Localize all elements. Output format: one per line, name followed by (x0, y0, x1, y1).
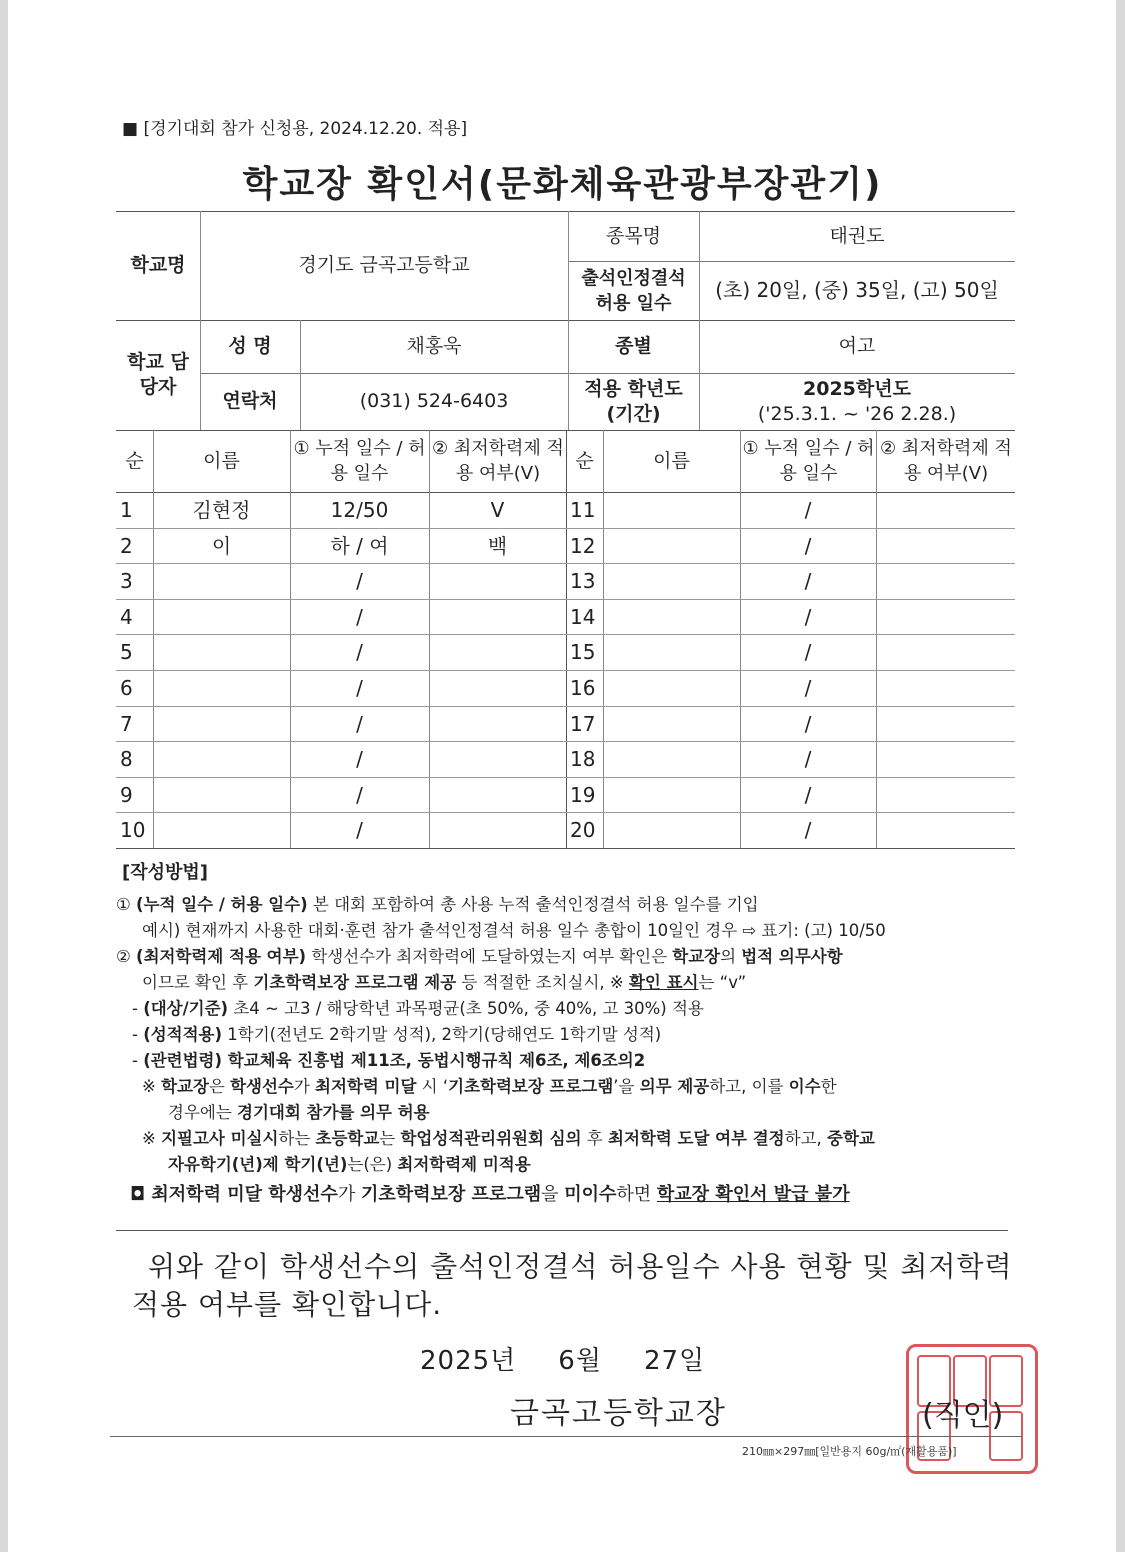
cell-name: 김현정 (192, 497, 251, 522)
cell-min (429, 563, 566, 599)
cell-days: / (804, 675, 812, 700)
col-days-header-right: ① 누적 일수 / 허용 일수 (742, 438, 875, 484)
cell-no: 15 (570, 639, 596, 664)
year-value: 2025학년도 (803, 377, 911, 400)
contact-value: (031) 524-6403 (359, 390, 509, 412)
principal-name: 금곡고등학교장 (510, 1396, 727, 1431)
cell-days: / (356, 782, 363, 807)
cell-no: 5 (120, 639, 133, 664)
cell-no: 10 (120, 817, 146, 842)
cell-no: 2 (120, 533, 133, 558)
cell-name (153, 634, 290, 670)
cell-name (603, 563, 740, 599)
cell-min (876, 741, 1015, 777)
col-min-header: ② 최저학력제 적용 여부(V) (432, 438, 564, 484)
cell-min (876, 670, 1015, 706)
confirmation-line-1: 위와 같이 학생선수의 출석인정결석 허용일수 사용 현황 및 최저학력 (148, 1250, 1013, 1283)
cell-min (876, 812, 1015, 848)
cell-days: / (804, 604, 812, 629)
remark-1: ※ 학교장은 학생선수가 최저학력 미달 시 ‘기초학력보장 프로그램’을 의무 제공하고, 이를 이수한 (142, 1077, 837, 1096)
allow-days-value: (초) 20일, (중) 35일, (고) 50일 (715, 278, 999, 302)
cell-no: 19 (570, 782, 596, 807)
cell-min (876, 777, 1015, 813)
cell-days: / (804, 746, 812, 771)
cell-days: / (804, 711, 812, 736)
bullet-laws: - (관련법령) 학교체육 진흥법 제11조, 동법시행규칙 제6조, 제6조의2 (132, 1051, 646, 1070)
final-warning: ◘ 최저학력 미달 학생선수가 기초학력보장 프로그램을 미이수하면 학교장 확인서 발급 불가 (130, 1184, 850, 1205)
remark-2-cont: 자유학기(년)제 학기(년)는(은) 최저학력제 미적용 (168, 1155, 531, 1174)
cell-no: 17 (570, 711, 596, 736)
cell-name (603, 634, 740, 670)
page-title: 학교장 확인서(문화체육관광부장관기) (242, 164, 883, 205)
cell-min (429, 741, 566, 777)
cell-days: / (804, 782, 812, 807)
cell-days: / (356, 604, 363, 629)
cell-name (153, 777, 290, 813)
cell-no: 8 (120, 746, 133, 771)
cell-no: 14 (570, 604, 596, 629)
form-header: ■ [경기대회 참가 신청용, 2024.12.20. 적용] (122, 119, 468, 139)
remark-2: ※ 지필고사 미실시하는 초등학교는 학업성적관리위원회 심의 후 최저학력 도달 여부 결정하고, 중학교 (142, 1129, 875, 1148)
year-label: 적용 학년도 (기간) (584, 377, 683, 425)
cell-days: 12/50 (330, 497, 389, 522)
issue-date: 2025년 6월 27일 (420, 1346, 706, 1376)
cell-days: / (804, 497, 812, 522)
name-label: 성 명 (228, 335, 272, 357)
cell-name (153, 670, 290, 706)
cell-no: 9 (120, 782, 133, 807)
cell-name (603, 777, 740, 813)
cell-min (876, 634, 1015, 670)
cell-no: 20 (570, 817, 596, 842)
cell-min (429, 706, 566, 742)
name-value: 채홍욱 (406, 335, 462, 357)
confirmation-text (132, 1248, 1013, 1324)
cell-name (603, 599, 740, 635)
cell-no: 3 (120, 568, 133, 593)
cell-name (603, 492, 740, 528)
col-days-header: ① 누적 일수 / 허용 일수 (293, 438, 426, 484)
cell-days: / (356, 568, 363, 593)
cell-days: / (804, 639, 812, 664)
instructions (116, 860, 1012, 1208)
year-period: ('25.3.1. ~ '26 2.28.) (757, 402, 957, 425)
school-label: 학교명 (130, 254, 186, 276)
cell-no: 12 (570, 533, 596, 558)
cell-name (153, 812, 290, 848)
bullet-grades: - (성적적용) 1학기(전년도 2학기말 성적), 2학기(당해연도 1학기말 성적) (132, 1025, 662, 1044)
cell-days: / (804, 533, 812, 558)
cell-name (603, 528, 740, 564)
bullet-target: - (대상/기준) 초4 ~ 고3 / 해당학년 과목평균(초 50%, 중 40%, 고 30%) 적용 (132, 999, 704, 1018)
type-label: 종별 (615, 335, 652, 357)
col-no-header: 순 (125, 449, 144, 472)
cell-min (876, 599, 1015, 635)
cell-days: / (804, 568, 812, 593)
cell-no: 1 (120, 497, 133, 522)
col-name-header-right: 이름 (653, 449, 690, 472)
cell-min (429, 634, 566, 670)
cell-min (429, 812, 566, 848)
contact-label: 연락처 (222, 390, 278, 412)
cell-name (153, 563, 290, 599)
remark-1-cont: 경우에는 경기대회 참가를 의무 허용 (168, 1103, 430, 1122)
cell-min (876, 563, 1015, 599)
col-name-header: 이름 (203, 449, 240, 472)
cell-name (603, 670, 740, 706)
allow-days-label: 출석인정결석 허용 일수 (581, 267, 686, 314)
instruction-2-cont: 이므로 확인 후 기초학력보장 프로그램 제공 등 적절한 조치실시, ※ 확인 표시는 “v” (142, 973, 747, 992)
cell-name: 이 (211, 533, 232, 558)
cell-no: 4 (120, 604, 133, 629)
cell-name (153, 706, 290, 742)
confirmation-line-2: 적용 여부를 확인합니다. (132, 1288, 443, 1321)
cell-min: V (490, 497, 505, 522)
cell-no: 6 (120, 675, 133, 700)
type-value: 여고 (838, 335, 876, 357)
cell-days: / (804, 817, 812, 842)
cell-no: 16 (570, 675, 596, 700)
cell-name (153, 741, 290, 777)
cell-days: / (356, 817, 363, 842)
cell-name (603, 812, 740, 848)
paper-spec-footer: 210㎜×297㎜[일반용지 60g/㎡(재활용품)] (742, 1445, 957, 1458)
cell-min (429, 777, 566, 813)
event-label: 종목명 (605, 224, 662, 247)
instructions-heading: [작성방법] (122, 862, 209, 883)
cell-no: 13 (570, 568, 596, 593)
event-value: 태권도 (829, 224, 885, 247)
cell-name (603, 706, 740, 742)
instruction-1-example: 예시) 현재까지 사용한 대회·훈련 참가 출석인정결석 허용 일수 총합이 10일인 경우 ⇨ 표기: (고) 10/50 (142, 921, 886, 940)
cell-days: / (356, 711, 363, 736)
cell-min: 백 (487, 533, 508, 558)
col-min-header-right: ② 최저학력제 적용 여부(V) (880, 438, 1012, 484)
cell-no: 18 (570, 746, 596, 771)
cell-name (603, 741, 740, 777)
cell-min (429, 599, 566, 635)
col-no-header-right: 순 (575, 449, 594, 472)
cell-min (429, 670, 566, 706)
cell-no: 7 (120, 711, 133, 736)
cell-min (876, 492, 1015, 528)
cell-days: / (356, 675, 363, 700)
cell-days: / (356, 746, 363, 771)
cell-name (153, 599, 290, 635)
cell-days: 하 / 여 (330, 533, 389, 558)
cell-min (876, 528, 1015, 564)
instruction-1: ① (누적 일수 / 허용 일수) 본 대회 포함하여 총 사용 누적 출석인정결석 허용 일수를 기입 (116, 895, 759, 914)
cell-min (876, 706, 1015, 742)
seal-label: (직인) (922, 1398, 1004, 1433)
cell-days: / (356, 639, 363, 664)
school-value: 경기도 금곡고등학교 (298, 254, 470, 276)
cell-no: 11 (570, 497, 596, 522)
staff-label: 학교 담당자 (127, 351, 189, 398)
instruction-2: ② (최저학력제 적용 여부) 학생선수가 최저학력에 도달하였는지 여부 확인은 학교장의 법적 의무사항 (116, 947, 843, 966)
